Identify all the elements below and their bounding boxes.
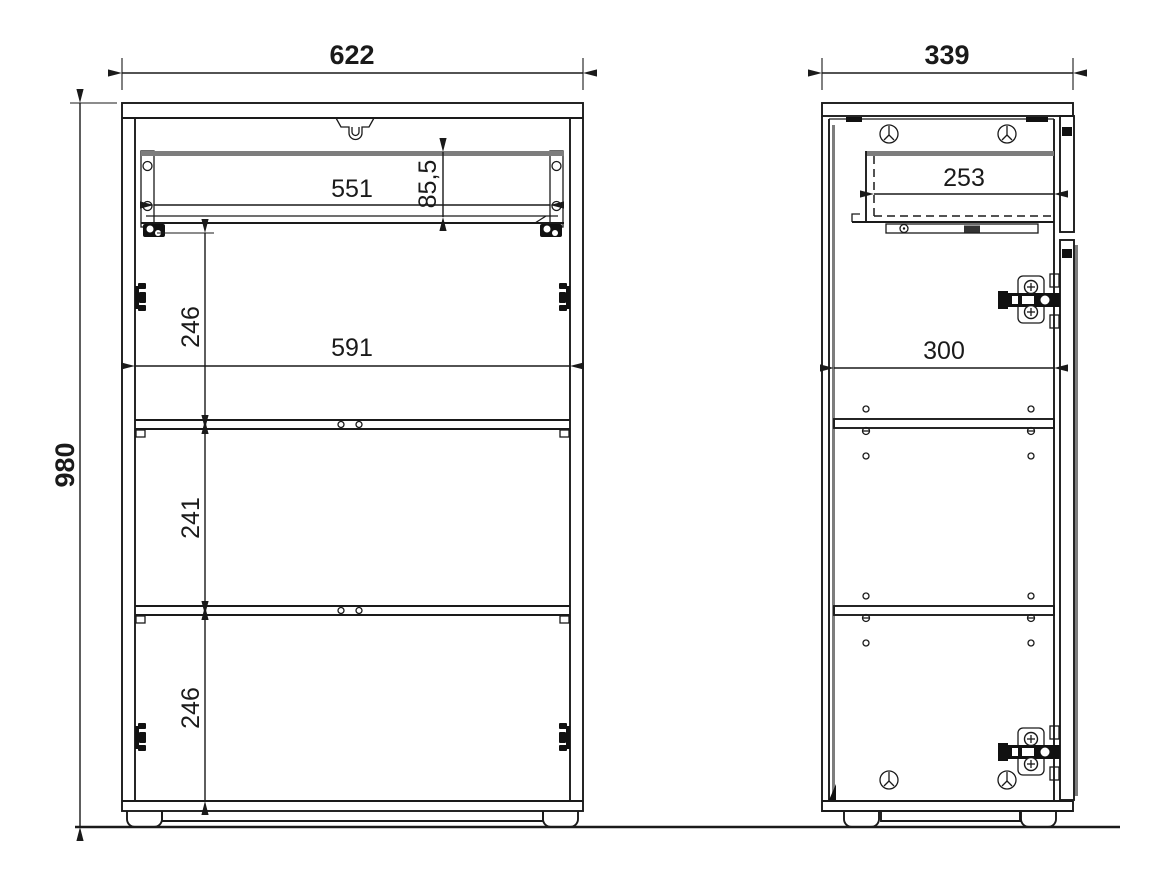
hinge-plate-icon	[559, 723, 570, 751]
dim-label: 253	[943, 164, 985, 192]
dim-label: 622	[329, 40, 375, 70]
dim-label: 551	[331, 175, 373, 203]
dim-drawer-box-height	[414, 152, 443, 217]
dim-label: 241	[177, 497, 205, 539]
hinge-plate-icon	[135, 723, 146, 751]
corner-bracket-icon	[846, 117, 862, 122]
corner-bracket-icon	[1026, 117, 1048, 122]
dim-label: 980	[50, 442, 80, 488]
side-back-shadow	[832, 125, 835, 800]
dim-label: 85,5	[414, 159, 442, 209]
hinge-plate-icon	[135, 283, 146, 311]
dim-label: 300	[923, 337, 965, 365]
dim-label: 246	[177, 687, 205, 729]
drawer-back-top-edge	[866, 151, 1054, 156]
panel-joint-mark	[1062, 249, 1072, 258]
hinge-plate-icon	[559, 283, 570, 311]
panel-joint-mark	[1062, 127, 1072, 136]
dim-label: 339	[924, 40, 970, 70]
drawer-slide-icon	[143, 224, 165, 237]
dim-label: 246	[177, 306, 205, 348]
dim-label: 591	[331, 334, 373, 362]
door-shadow	[1075, 245, 1078, 796]
drawer-back-top-edge	[141, 151, 564, 156]
slide-clip	[964, 226, 980, 233]
drawer-slide-icon	[540, 224, 562, 237]
